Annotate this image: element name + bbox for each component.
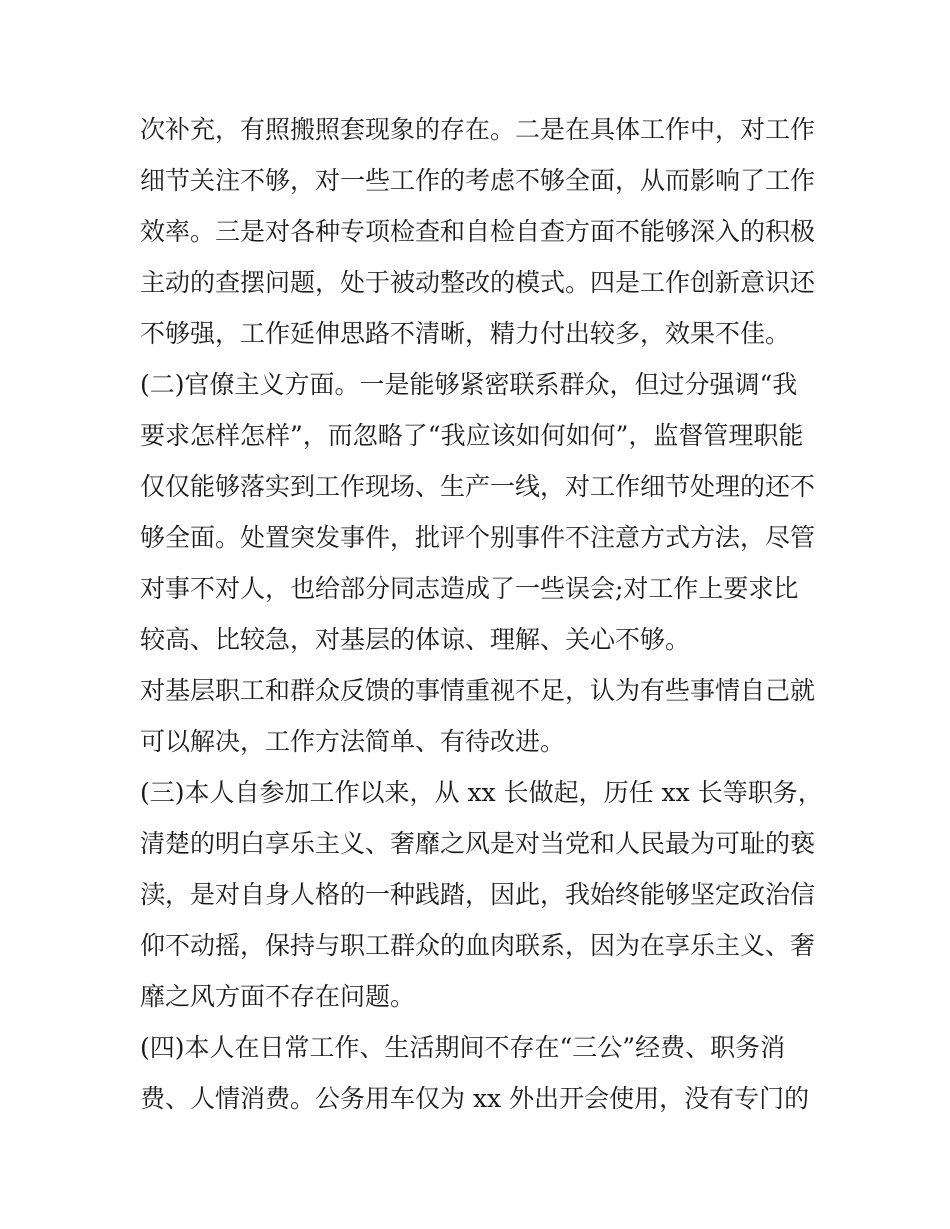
text-line: 效率。三是对各种专项检查和自检自查方面不能够深入的积极: [140, 217, 816, 246]
document-body: [140, 104, 823, 1124]
text-line: 要求怎样怎样”，而忽略了“我应该如何如何”，监督管理职能: [140, 421, 804, 450]
text-line: 较高、比较急，对基层的体谅、理解、关心不够。: [140, 625, 691, 654]
text-line: 够全面。处置突发事件，批评个别事件不注意方式方法，尽管: [140, 523, 816, 552]
text-line: 靡之风方面不存在问题。: [140, 982, 416, 1011]
text-line: 费、人情消费。公务用车仅为 xx 外出开会使用，没有专门的: [140, 1084, 810, 1113]
text-line: (二)官僚主义方面。一是能够紧密联系群众，但过分强调“我: [140, 370, 798, 399]
text-line: 仰不动摇，保持与职工群众的血肉联系，因为在享乐主义、奢: [140, 931, 816, 960]
text-line: 主动的查摆问题，处于被动整改的模式。四是工作创新意识还: [140, 268, 816, 297]
text-line: (三)本人自参加工作以来，从 xx 长做起，历任 xx 长等职务，: [140, 778, 823, 807]
text-line: 清楚的明白享乐主义、奢靡之风是对当党和人民最为可耻的亵: [140, 829, 816, 858]
text-line: 渎，是对自身人格的一种践踏，因此，我始终能够坚定政治信: [140, 880, 816, 909]
text-line: 仅仅能够落实到工作现场、生产一线，对工作细节处理的还不: [140, 472, 816, 501]
text-line: (四)本人在日常工作、生活期间不存在“三公”经费、职务消: [140, 1033, 786, 1062]
text-line: 不够强，工作延伸思路不清晰，精力付出较多，效果不佳。: [140, 319, 791, 348]
text-line: 对基层职工和群众反馈的事情重视不足，认为有些事情自己就: [140, 676, 816, 705]
text-line: 细节关注不够，对一些工作的考虑不够全面，从而影响了工作: [140, 166, 816, 195]
text-line: 可以解决，工作方法简单、有待改进。: [140, 727, 566, 756]
text-line: 对事不对人，也给部分同志造成了一些误会;对工作上要求比: [140, 574, 799, 603]
text-line: 次补充，有照搬照套现象的存在。二是在具体工作中，对工作: [140, 115, 816, 144]
